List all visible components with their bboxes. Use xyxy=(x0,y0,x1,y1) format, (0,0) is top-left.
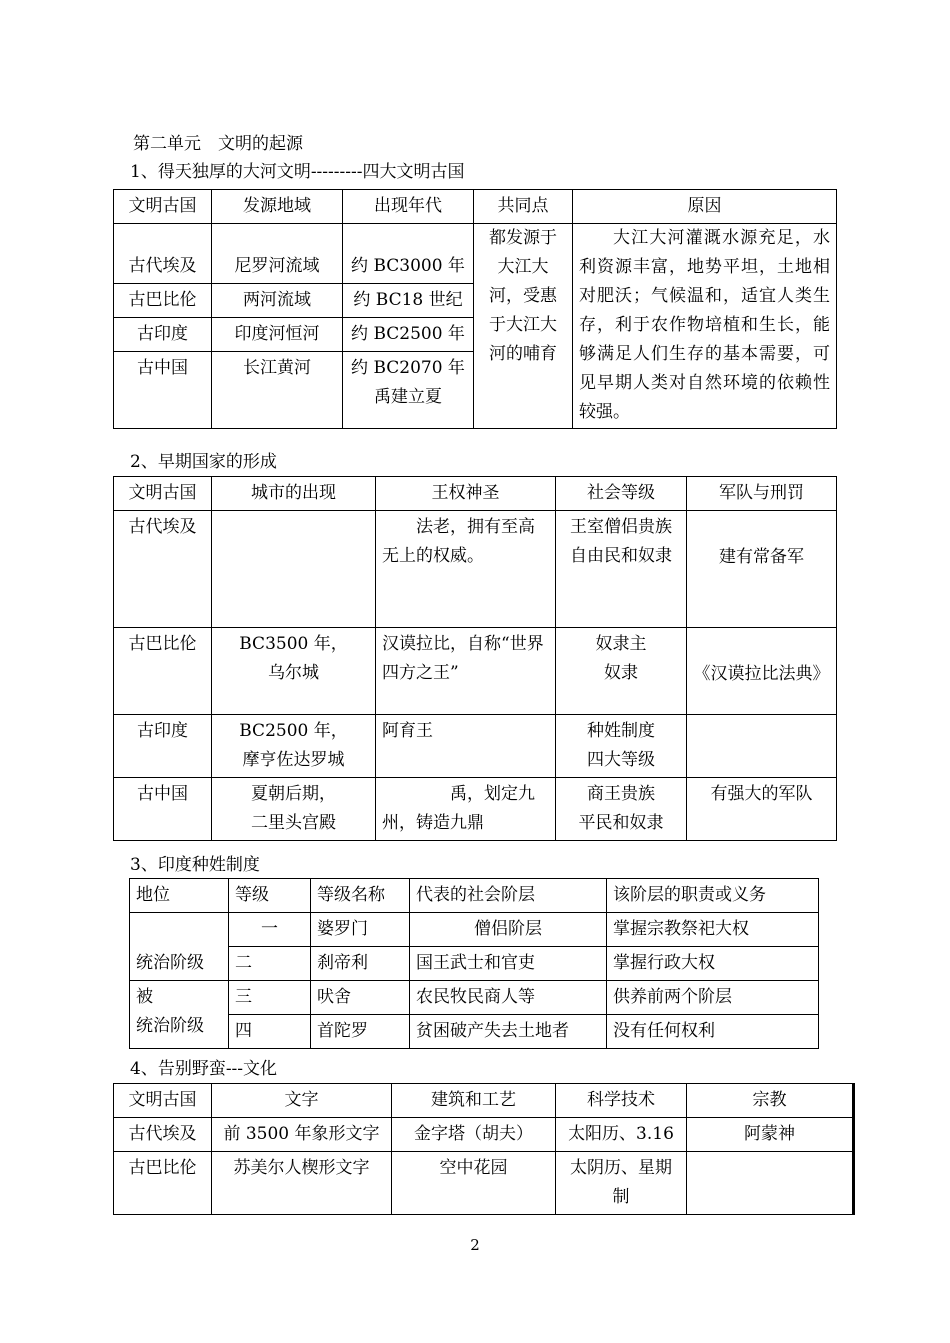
header-cell: 文明古国 xyxy=(114,1084,212,1118)
table-row xyxy=(114,224,837,284)
table-cell: 约 BC2500 年 xyxy=(343,318,474,352)
table-cell: 首陀罗 xyxy=(311,1015,410,1049)
table-cell: 太阴历、星期制 xyxy=(556,1152,687,1215)
table-cell: 婆罗门 xyxy=(311,913,410,947)
table-cell: 太阳历、3.16 xyxy=(556,1118,687,1152)
table-cell: 前 3500 年象形文字 xyxy=(212,1118,392,1152)
section1-title: 1、得天独厚的大河文明---------四大文明古国 xyxy=(130,162,465,182)
table-cell: 掌握行政大权 xyxy=(607,947,819,981)
section2-title: 2、早期国家的形成 xyxy=(130,452,277,472)
table-cell: 阿蒙神 xyxy=(687,1118,854,1152)
header-cell: 等级名称 xyxy=(311,879,410,913)
table-cell: 禹，划定九州，铸造九鼎 xyxy=(376,778,556,841)
table-cell: 古印度 xyxy=(114,715,212,778)
table-cell: 贫困破产失去土地者 xyxy=(410,1015,607,1049)
table-cell: 吠舍 xyxy=(311,981,410,1015)
table-header-row xyxy=(114,190,837,224)
table-cell: 僧侣阶层 xyxy=(410,913,607,947)
table-row xyxy=(114,511,837,628)
header-cell: 出现年代 xyxy=(343,190,474,224)
table-cell: 印度河恒河 xyxy=(212,318,343,352)
header-cell: 科学技术 xyxy=(556,1084,687,1118)
table-header-row xyxy=(114,477,837,511)
table-cell: 《汉谟拉比法典》 xyxy=(687,628,837,715)
early-states-table xyxy=(113,476,837,841)
table-cell: 刹帝利 xyxy=(311,947,410,981)
table-cell: BC3500 年， 乌尔城 xyxy=(212,628,376,715)
reason-cell: 大江大河灌溉水源充足，水利资源丰富，地势平坦，土地相对肥沃；气候温和，适宜人类生存，利于农作物培植和生长，能够满足人们生存的基本需要，可见早期人类对自然环境的依赖性较强。 xyxy=(573,224,837,429)
table-cell: 古巴比伦 xyxy=(114,1152,212,1215)
table-cell: 汉谟拉比，自称“世界四方之王” xyxy=(376,628,556,715)
header-cell: 该阶层的职责或义务 xyxy=(607,879,819,913)
table-cell: 有强大的军队 xyxy=(687,778,837,841)
header-cell: 原因 xyxy=(573,190,837,224)
table-cell: 三 xyxy=(229,981,311,1015)
table-cell: 约 BC3000 年 xyxy=(343,224,474,284)
table-cell: 苏美尔人楔形文字 xyxy=(212,1152,392,1215)
table-cell: 古巴比伦 xyxy=(114,284,212,318)
header-cell: 宗教 xyxy=(687,1084,854,1118)
ruled-class-cell: 被 统治阶级 xyxy=(130,981,229,1049)
section3-title: 3、印度种姓制度 xyxy=(130,855,260,875)
table-cell xyxy=(212,511,376,628)
table-cell: 四 xyxy=(229,1015,311,1049)
table-cell: 古代埃及 xyxy=(114,224,212,284)
unit-heading: 第二单元 文明的起源 xyxy=(133,134,303,154)
table-cell: 古代埃及 xyxy=(114,1118,212,1152)
table-cell: 没有任何权利 xyxy=(607,1015,819,1049)
table-cell: 农民牧民商人等 xyxy=(410,981,607,1015)
table-cell: 古巴比伦 xyxy=(114,628,212,715)
table-row xyxy=(114,1152,854,1215)
table-cell: 夏朝后期， 二里头宫殿 xyxy=(212,778,376,841)
table-cell: 尼罗河流域 xyxy=(212,224,343,284)
caste-table xyxy=(129,878,819,1049)
culture-table xyxy=(113,1083,855,1215)
table-row xyxy=(114,778,837,841)
page-number: 2 xyxy=(470,1236,480,1254)
table-cell: 商王贵族 平民和奴隶 xyxy=(556,778,687,841)
table-cell: 国王武士和官吏 xyxy=(410,947,607,981)
header-cell: 建筑和工艺 xyxy=(392,1084,556,1118)
civilizations-table xyxy=(113,189,837,429)
table-row xyxy=(130,913,819,947)
header-cell: 城市的出现 xyxy=(212,477,376,511)
table-cell: 空中花园 xyxy=(392,1152,556,1215)
header-cell: 社会等级 xyxy=(556,477,687,511)
table-cell: BC2500 年， 摩亨佐达罗城 xyxy=(212,715,376,778)
ruling-class-cell: 统治阶级 xyxy=(130,913,229,981)
table-cell: 金字塔（胡夫） xyxy=(392,1118,556,1152)
table-cell: 王室僧侣贵族 自由民和奴隶 xyxy=(556,511,687,628)
table-cell: 法老，拥有至高无上的权威。 xyxy=(376,511,556,628)
table-row xyxy=(130,981,819,1015)
table-cell: 奴隶主 奴隶 xyxy=(556,628,687,715)
table-cell: 两河流域 xyxy=(212,284,343,318)
table-cell: 建有常备军 xyxy=(687,511,837,628)
header-cell: 共同点 xyxy=(474,190,573,224)
table-cell: 阿育王 xyxy=(376,715,556,778)
table-cell: 长江黄河 xyxy=(212,352,343,429)
table-header-row xyxy=(114,1084,854,1118)
header-cell: 发源地域 xyxy=(212,190,343,224)
common-point-cell: 都发源于大江大河，受惠于大江大河的哺育 xyxy=(474,224,573,429)
table-row xyxy=(114,715,837,778)
header-cell: 文字 xyxy=(212,1084,392,1118)
table-cell: 二 xyxy=(229,947,311,981)
table-cell: 种姓制度 四大等级 xyxy=(556,715,687,778)
table-cell: 古中国 xyxy=(114,352,212,429)
table-cell: 古印度 xyxy=(114,318,212,352)
table-cell: 古代埃及 xyxy=(114,511,212,628)
table-row xyxy=(130,1015,819,1049)
header-cell: 文明古国 xyxy=(114,190,212,224)
header-cell: 王权神圣 xyxy=(376,477,556,511)
table-cell: 供养前两个阶层 xyxy=(607,981,819,1015)
header-cell: 代表的社会阶层 xyxy=(410,879,607,913)
header-cell: 等级 xyxy=(229,879,311,913)
table-cell: 约 BC18 世纪 xyxy=(343,284,474,318)
table-cell: 约 BC2070 年禹建立夏 xyxy=(343,352,474,429)
table-cell xyxy=(687,715,837,778)
header-cell: 军队与刑罚 xyxy=(687,477,837,511)
table-row xyxy=(114,628,837,715)
table-cell: 古中国 xyxy=(114,778,212,841)
table-header-row xyxy=(130,879,819,913)
table-row xyxy=(130,947,819,981)
header-cell: 文明古国 xyxy=(114,477,212,511)
table-row xyxy=(114,1118,854,1152)
table-cell: 掌握宗教祭祀大权 xyxy=(607,913,819,947)
table-cell: 一 xyxy=(229,913,311,947)
section4-title: 4、告别野蛮---文化 xyxy=(130,1059,278,1079)
header-cell: 地位 xyxy=(130,879,229,913)
table-cell xyxy=(687,1152,854,1215)
